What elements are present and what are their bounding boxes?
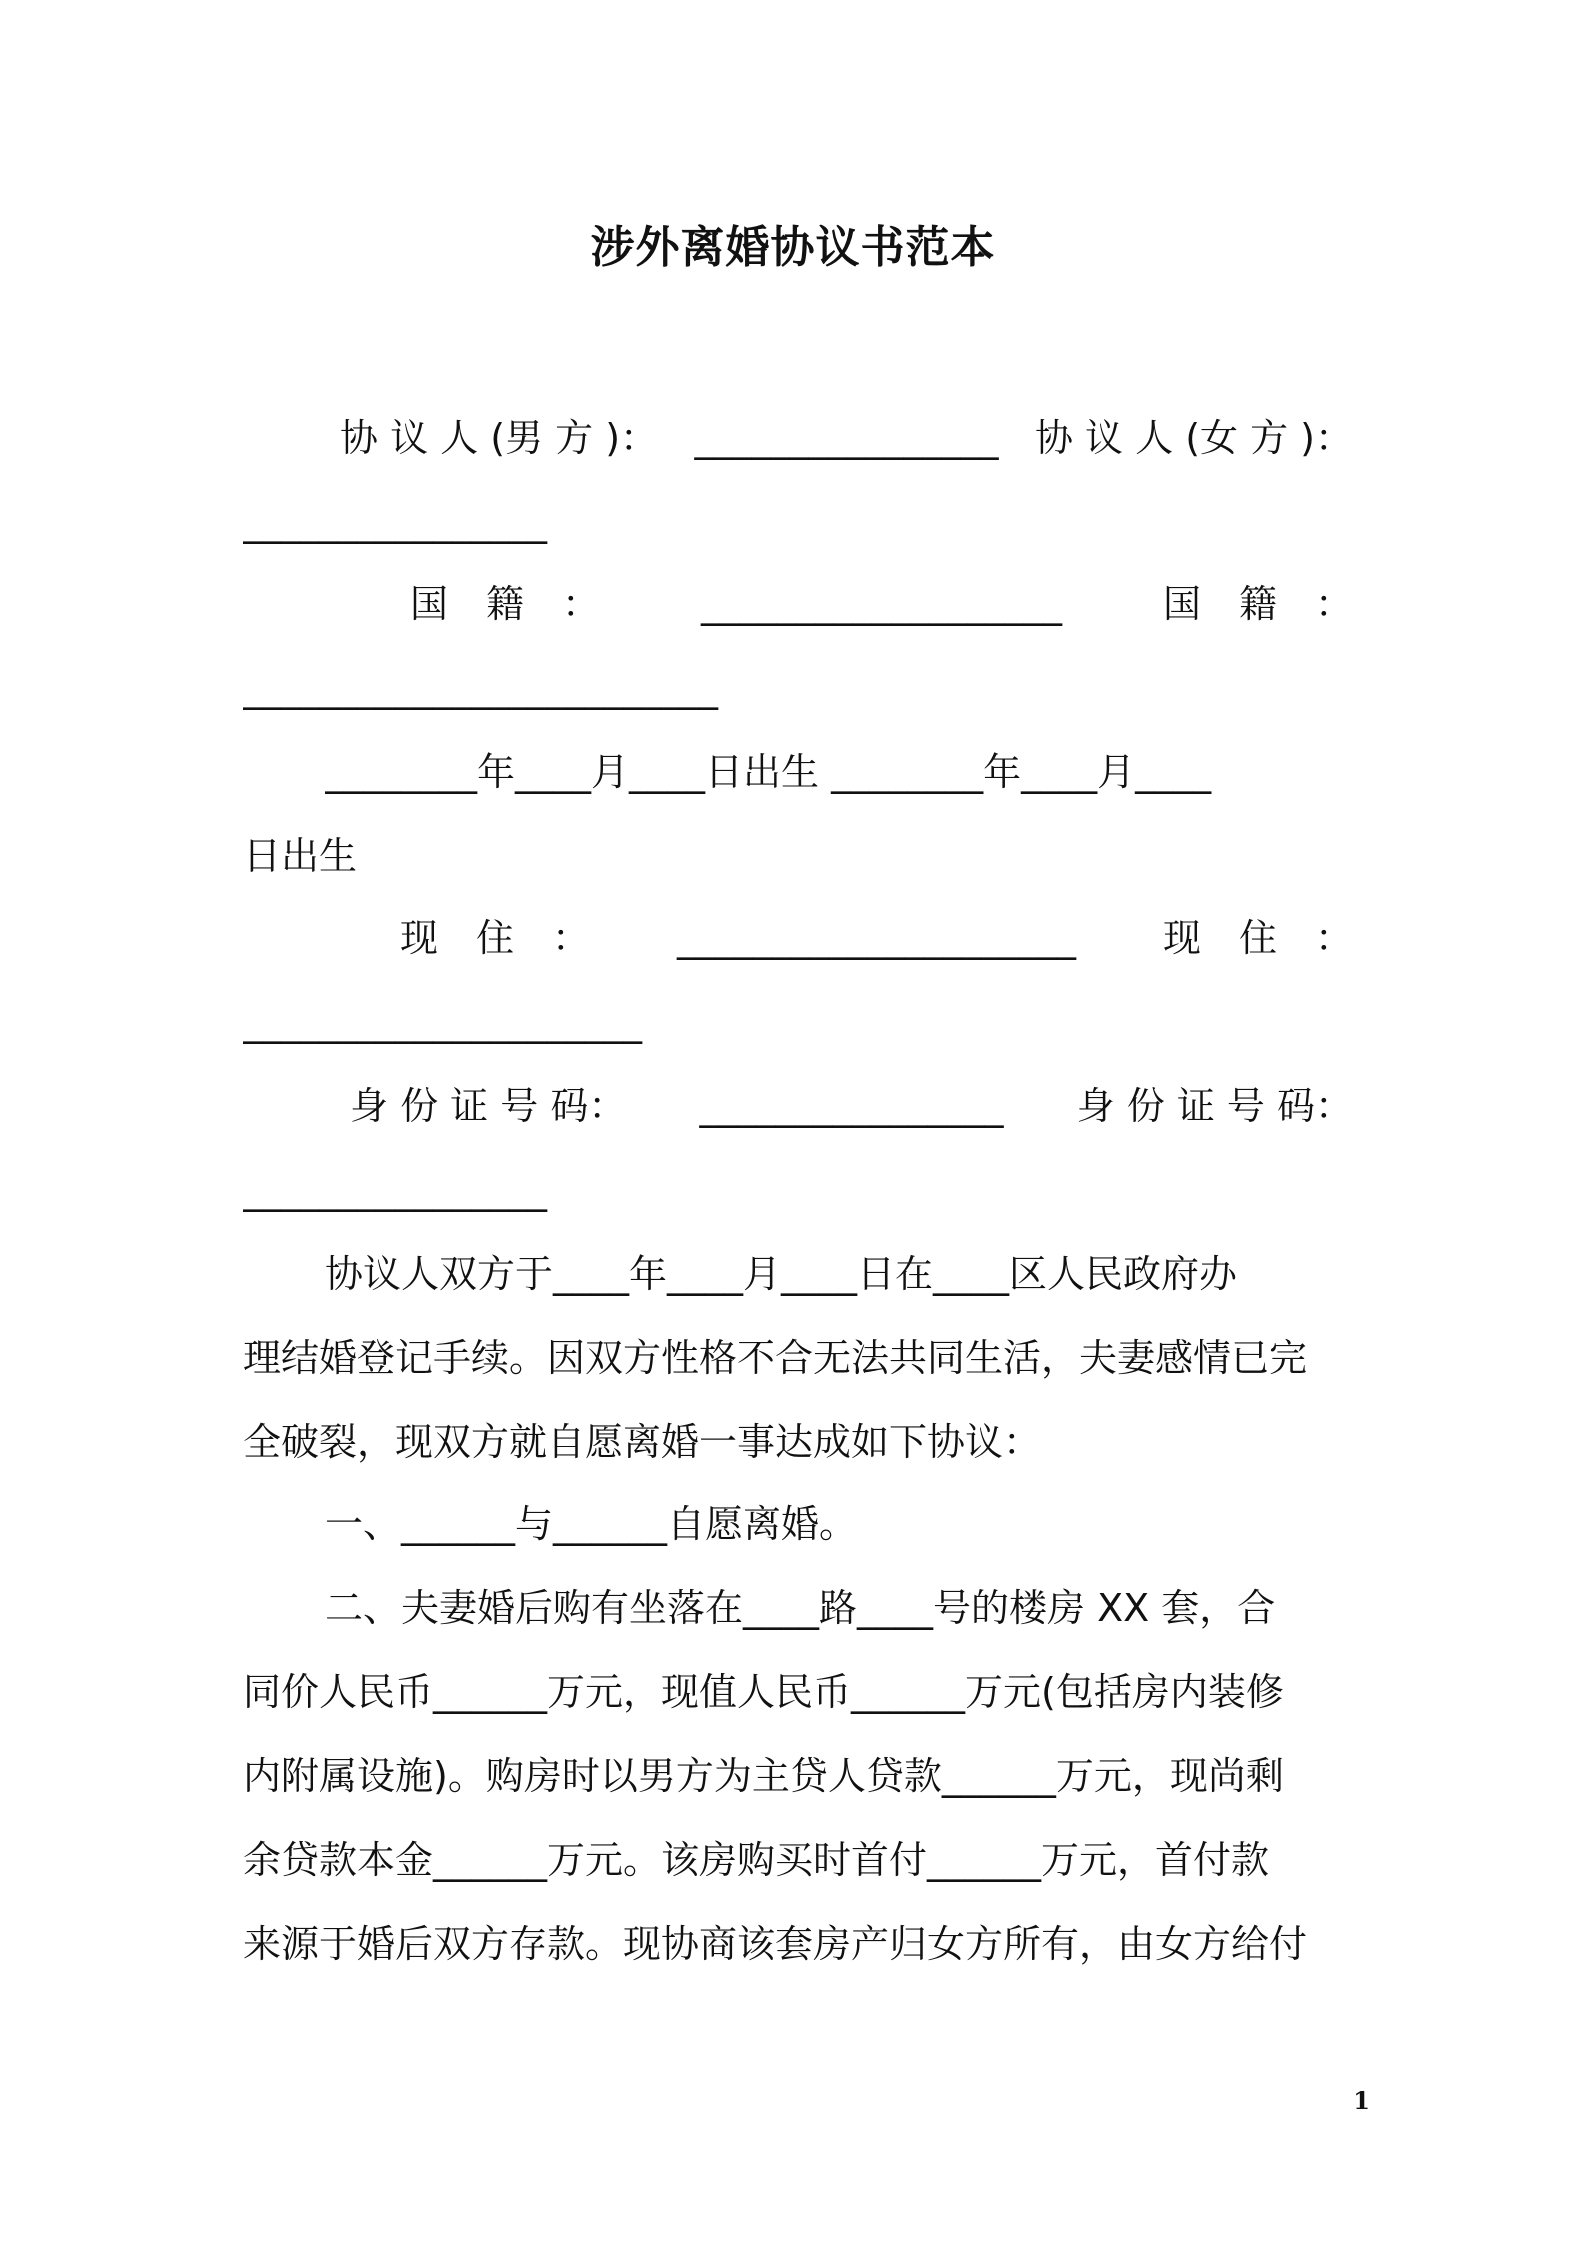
address-blank-1: _____________________	[677, 916, 1076, 960]
female-party-label: 协 议 人 (女 方 )：	[1034, 416, 1353, 460]
clause-2-line: 同价人民币______万元，现值人民币______万元(包括房内装修	[243, 1670, 1284, 1714]
clause-1: 一、______与______自愿离婚。	[325, 1502, 858, 1546]
party-row	[340, 396, 1353, 480]
nationality-blank-1: ___________________	[701, 582, 1062, 626]
paragraph-line: 理结婚登记手续。因双方性格不合无法共同生活，夫妻感情已完	[243, 1336, 1308, 1380]
male-party-blank: ________________	[694, 416, 999, 460]
male-party-label: 协 议 人 (男 方 )：	[340, 416, 659, 460]
clause-2-line: 余贷款本金______万元。该房购买时首付______万元，首付款	[243, 1838, 1270, 1882]
birth-dates: ________年____月____日出生 ________年____月____	[325, 750, 1212, 794]
clause-2-line: 二、夫妻婚后购有坐落在____路____号的楼房 XX 套，合	[325, 1586, 1276, 1630]
nationality-row	[410, 562, 1353, 646]
address-blank-2: _____________________	[243, 1000, 642, 1044]
page-number: 1	[1353, 2086, 1370, 2115]
address-label-1: 现 住 ：	[400, 916, 591, 960]
birth-row	[325, 730, 1353, 814]
paragraph-line: 全破裂，现双方就自愿离婚一事达成如下协议：	[243, 1420, 1042, 1464]
id-label-2: 身 份 证 号 码：	[1076, 1084, 1353, 1128]
clause-2-line: 来源于婚后双方存款。现协商该套房产归女方所有，由女方给付	[243, 1922, 1308, 1966]
nationality-label-1: 国 籍 ：	[410, 582, 601, 626]
clause-2-line: 内附属设施)。购房时以男方为主贷人贷款______万元，现尚剩	[243, 1754, 1284, 1798]
id-row	[350, 1064, 1353, 1148]
id-label-1: 身 份 证 号 码：	[350, 1084, 627, 1128]
document-title: 涉外离婚协议书范本	[590, 222, 996, 273]
id-blank-2: ________________	[243, 1168, 547, 1212]
address-label-2: 现 住 ：	[1162, 916, 1353, 960]
birth-line-end: 日出生	[243, 834, 358, 878]
id-blank-1: ________________	[699, 1084, 1004, 1128]
female-party-blank: ________________	[243, 500, 547, 544]
paragraph-line: 协议人双方于____年____月____日在____区人民政府办	[325, 1252, 1238, 1296]
nationality-blank-2: _________________________	[243, 666, 718, 710]
nationality-label-2: 国 籍 ：	[1162, 582, 1353, 626]
address-row	[400, 896, 1353, 980]
